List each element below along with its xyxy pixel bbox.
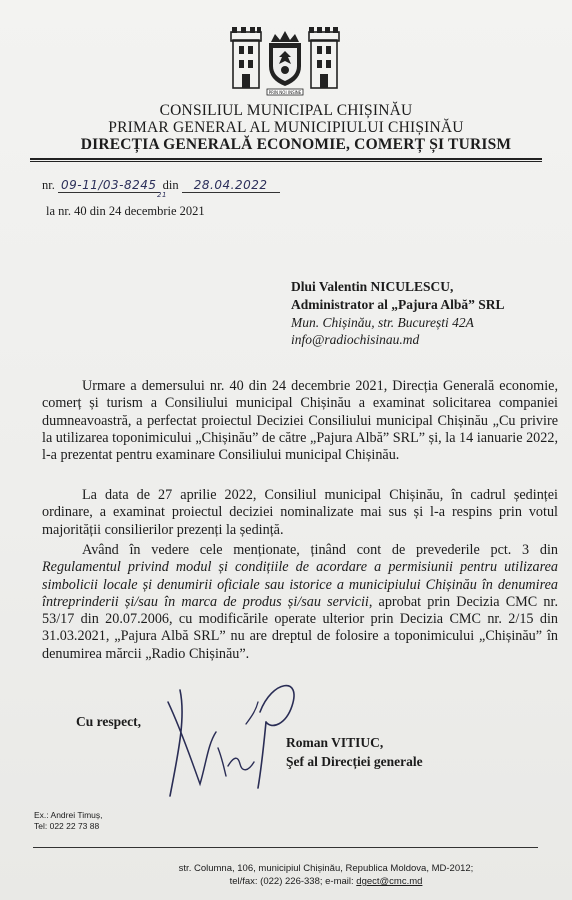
body-paragraph-1 <box>42 378 558 464</box>
body-paragraph-3 <box>42 542 558 663</box>
executor-name: Ex.: Andrei Timuș, <box>34 810 103 820</box>
addressee-name: Dlui Valentin NICULESCU, <box>291 279 454 294</box>
addressee-email: info@radiochisinau.md <box>291 332 420 347</box>
header-divider-thin <box>30 161 542 162</box>
paragraph-text: La data de 27 aprilie 2022, Consiliul municipal Chișinău, în cadrul ședinței ordinare, a examinat proiectul deciziei nominalizate mai sus și l-a respins prin votul majorității consilierilor prezenți la ședință. <box>42 487 558 538</box>
footer-contact <box>40 876 572 887</box>
paragraph-text <box>42 542 558 663</box>
paragraph-start: Având în vedere cele menționate, ținând cont de prevederile pct. 3 din <box>82 542 558 558</box>
footer-email-link[interactable]: dgect@cmc.md <box>356 876 423 887</box>
footer-divider <box>33 847 538 848</box>
nr-value: 09-11/03-8245 <box>58 178 160 193</box>
paragraph-text: Urmare a demersului nr. 40 din 24 decembrie 2021, Direcția Generală economie, comerț și turism a Consiliului municipal Chișinău a examinat solicitarea companiei dumneavoastră, a perfectat proiectul Deciziei Consiliului municipal Chișinău „Cu privire la utilizarea toponimicului „Chișinău” de către „Pajura Albă” SRL” și, la 14 ianuarie 2022, l-a prezentat pentru examinare Consiliului municipal Chișinău. <box>42 378 558 464</box>
din-label: din <box>162 178 179 192</box>
paragraph-end: , aprobat prin Decizia CMC nr. 53/17 din 20.07.2006, cu modificările operate ulterior prin Decizia CMC nr. 2/15 din 31.03.2021, „Pajura Albă SRL” nu are dreptul de folosire a toponimicului „Chișinău” în denumirea mărcii „Radio Chișinău”. <box>42 593 558 662</box>
mayor-title: PRIMAR GENERAL AL MUNICIPIULUI CHIȘINĂU <box>108 119 464 136</box>
crest-motto: PRIN NOI INȘINE <box>268 89 302 95</box>
nr-label: nr. <box>42 178 55 192</box>
reply-reference: la nr. 40 din 24 decembrie 2021 <box>46 204 205 218</box>
addressee-role: Administrator al „Pajura Albă” SRL <box>291 297 505 312</box>
footer-phone: tel/fax: (022) 226-338; e-mail: <box>229 876 357 887</box>
footer-address: str. Columna, 106, municipiul Chișinău, Republica Moldova, MD-2012; <box>178 863 474 874</box>
date-value: 28.04.2022 <box>182 178 280 193</box>
directorate-name: DIRECȚIA GENERALĂ ECONOMIE, COMERȚ ȘI TURISM <box>80 136 512 153</box>
council-name: CONSILIUL MUNICIPAL CHIȘINĂU <box>159 102 413 119</box>
executor-phone: Tel: 022 22 73 88 <box>34 821 100 831</box>
signer-title: Şef al Direcției generale <box>286 754 423 769</box>
nr-subscript: 21 <box>157 191 167 199</box>
regulation-title: Regulamentul privind modul și condițiile de acordare a permisiunii pentru utilizarea simbolicii locale și denumirii oficiale sau istorice a municipiului Chișinău în denumirea întreprinderii și/sau în marca de produs și/sau servicii <box>42 559 558 610</box>
header-divider <box>30 158 542 160</box>
closing-greeting: Cu respect, <box>76 714 141 729</box>
addressee-address: Mun. Chișinău, str. București 42A <box>291 315 474 330</box>
signer-name: Roman VITIUC, <box>286 735 384 750</box>
body-paragraph-2 <box>42 487 558 539</box>
coat-of-arms-icon <box>229 26 341 96</box>
